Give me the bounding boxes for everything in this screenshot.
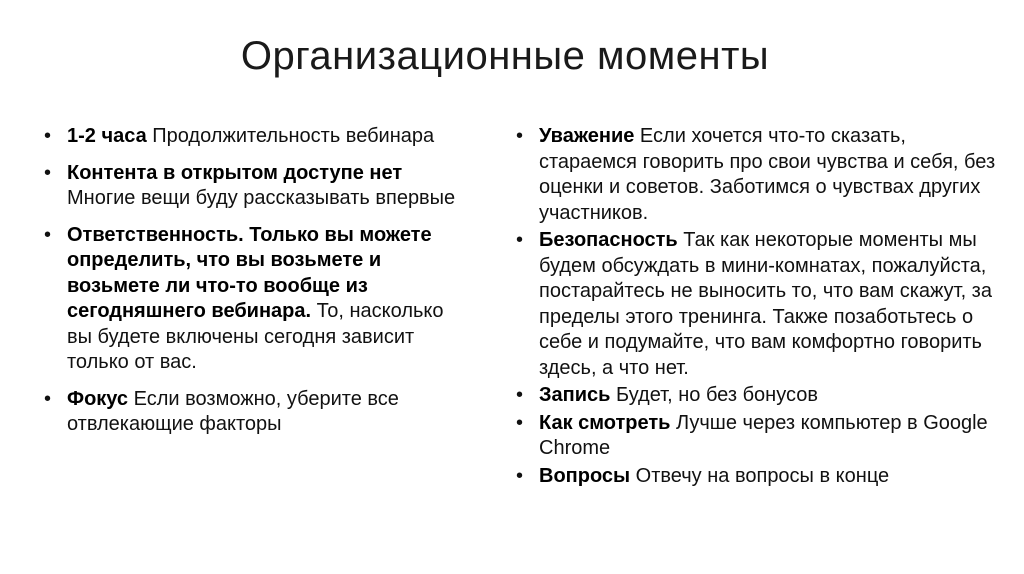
bullet-marker: • [516,229,524,251]
bullet-focus-text: Если возможно, уберите все отвлекающие факторы [67,387,399,435]
bullet-safety-heading: Безопасность [539,229,678,251]
bullet-respect-heading: Уважение [539,125,635,147]
bullet-marker: • [44,387,52,410]
bullet-questions [516,464,1006,490]
bullet-responsibility-heading: Ответственность. Только вы можете определить, что вы возьмете и возьмете ли что-то вообще из сегодняшнего вебинара. [67,223,432,322]
bullet-marker: • [44,223,52,246]
bullet-duration-heading: 1-2 часа [67,125,147,147]
bullet-content-access-heading: Контента в открытом доступе нет [67,161,403,184]
bullet-safety [516,228,1006,381]
bullet-responsibility [44,223,474,376]
bullet-focus-heading: Фокус [67,387,129,410]
bullet-recording-heading: Запись [539,384,611,406]
bullet-marker: • [516,384,524,406]
bullet-respect-text: Если хочется что-то сказать, стараемся говорить про свои чувства и себя, без оценки и советов. Заботимся о чувствах других участников. [539,125,996,224]
bullet-marker: • [44,125,52,147]
slide-title: Организационные моменты [240,34,770,78]
bullet-duration [44,124,474,150]
bullet-responsibility-text: То, насколько вы будете включены сегодня зависит только от вас. [67,300,444,373]
bullet-how-to-watch-text: Лучше через компьютер в Google Chrome [539,411,988,459]
left-bullet-list [44,124,474,449]
bullet-recording [516,383,1006,409]
bullet-safety-text: Так как некоторые моменты мы будем обсуждать в мини-комнатах, пожалуйста, постарайтесь не выносить то, что вам скажут, за пределы этого тренинга. Также позаботьтесь о себе и подумайте, что вам комфортно говорить здесь, а что нет. [539,229,992,379]
bullet-content-access-text: Многие вещи буду рассказывать впервые [67,187,456,209]
bullet-marker: • [516,411,524,434]
bullet-recording-text: Будет, но без бонусов [610,384,818,406]
right-bullet-list [516,124,1006,491]
bullet-focus [44,387,474,438]
bullet-how-to-watch [516,411,1006,462]
bullet-respect [516,124,1006,226]
bullet-how-to-watch-heading: Как смотреть [539,411,671,434]
bullet-duration-text: Продолжительность вебинара [146,125,435,147]
bullet-marker: • [516,125,524,147]
bullet-questions-text: Отвечу на вопросы в конце [630,464,890,487]
bullet-content-access [44,161,474,212]
bullet-marker: • [516,464,524,487]
bullet-questions-heading: Вопросы [539,464,631,487]
bullet-marker: • [44,161,52,184]
